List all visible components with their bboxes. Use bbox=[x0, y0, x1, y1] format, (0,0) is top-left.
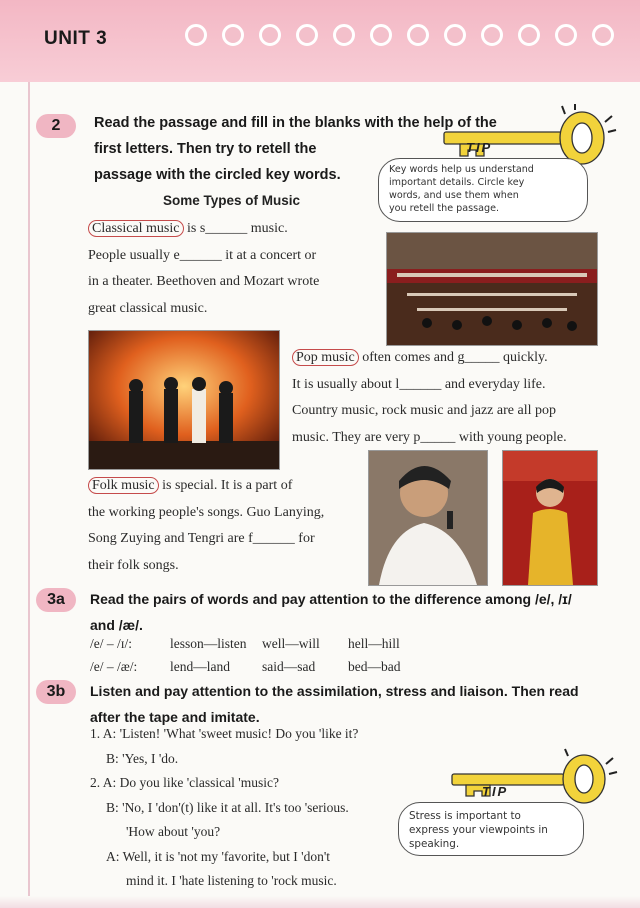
ring-icon bbox=[555, 24, 577, 46]
paragraph-folk bbox=[88, 473, 368, 579]
word-pair: lend—land bbox=[170, 659, 230, 674]
text-line: often comes and g_____ quickly. bbox=[358, 350, 548, 365]
tip-text: Key words help us understand bbox=[389, 164, 534, 175]
instr-line: and /æ/. bbox=[90, 617, 143, 633]
page-footer-band bbox=[0, 896, 640, 908]
tip-text: Stress is important to bbox=[409, 810, 521, 822]
word-pair: bed—bad bbox=[348, 659, 401, 674]
word-pair: lesson—listen bbox=[170, 636, 247, 651]
ring-icon bbox=[444, 24, 466, 46]
dialogue-line: 'How about 'you? bbox=[126, 824, 221, 839]
circled-keyword: Folk music bbox=[88, 477, 159, 494]
phoneme-pair: /e/ – /æ/: bbox=[90, 659, 138, 674]
text-line: is s______ music. bbox=[183, 221, 288, 236]
passage-title: Some Types of Music bbox=[163, 193, 301, 208]
ring-icon bbox=[259, 24, 281, 46]
exercise-number: 2 bbox=[36, 114, 76, 138]
text-line: the working people's songs. Guo Lanying, bbox=[88, 504, 325, 520]
circled-keyword: Pop music bbox=[292, 349, 359, 366]
tip-text: words, and use them when bbox=[389, 190, 519, 201]
singer-photo bbox=[368, 450, 488, 586]
circled-keyword: Classical music bbox=[88, 220, 184, 237]
tip-text: speaking. bbox=[409, 838, 460, 850]
text-line: their folk songs. bbox=[88, 557, 179, 573]
paragraph-classical bbox=[88, 216, 388, 322]
orchestra-photo bbox=[386, 232, 598, 346]
tip-text: express your viewpoints in bbox=[409, 824, 548, 836]
dialogue-line: 2. A: Do you like 'classical 'music? bbox=[90, 775, 279, 790]
dialogue bbox=[90, 722, 410, 894]
word-row bbox=[90, 655, 400, 678]
margin-line bbox=[28, 82, 30, 908]
dialogue-line: A: Well, it is 'not my 'favorite, but I 'don't bbox=[106, 848, 330, 864]
word-pair: hell—hill bbox=[348, 636, 400, 651]
word-pair: said—sad bbox=[262, 659, 316, 674]
exercise-number: 3b bbox=[36, 680, 76, 704]
dialogue-line: mind it. I 'hate listening to 'rock music. bbox=[126, 873, 337, 888]
ring-icon bbox=[592, 24, 614, 46]
text-line: is special. It is a part of bbox=[158, 478, 293, 493]
ring-icon bbox=[370, 24, 392, 46]
phoneme-pair: /e/ – /ɪ/: bbox=[90, 636, 132, 651]
ring-icon bbox=[222, 24, 244, 46]
tip-label: TIP bbox=[466, 140, 493, 155]
ring-icon bbox=[333, 24, 355, 46]
text-line: People usually e______ it at a concert or bbox=[88, 247, 317, 263]
instr-line: Listen and pay attention to the assimilation, stress and liaison. Then read bbox=[90, 683, 579, 699]
word-pairs bbox=[90, 632, 400, 678]
instr-line: first letters. Then try to retell the bbox=[94, 141, 317, 157]
text-line: in a theater. Beethoven and Mozart wrote bbox=[88, 274, 320, 289]
text-line: It is usually about l______ and everyday life. bbox=[292, 376, 546, 392]
tip-text: you retell the passage. bbox=[389, 203, 500, 214]
ring-icon bbox=[481, 24, 503, 46]
ring-icon bbox=[185, 24, 207, 46]
text-line: great classical music. bbox=[88, 300, 208, 316]
exercise-instructions bbox=[90, 586, 620, 638]
text-line: music. They are very p_____ with young people. bbox=[292, 429, 567, 445]
tip-box bbox=[378, 158, 588, 222]
word-row bbox=[90, 632, 400, 655]
instr-line: Read the pairs of words and pay attention to the difference among /e/, /ɪ/ bbox=[90, 591, 572, 607]
paragraph-pop bbox=[292, 345, 602, 451]
instr-line: passage with the circled key words. bbox=[94, 167, 341, 183]
dialogue-line: 1. A: 'Listen! 'What 'sweet music! Do you 'like it? bbox=[90, 726, 359, 741]
tip-box bbox=[398, 802, 584, 856]
tip-text: important details. Circle key bbox=[389, 177, 525, 188]
word-pair: well—will bbox=[262, 636, 320, 651]
tip-label: TIP bbox=[482, 784, 509, 799]
folk-singer-photo bbox=[502, 450, 598, 586]
ring-icon bbox=[518, 24, 540, 46]
instr-line: Read the passage and fill in the blanks with the help of the bbox=[94, 115, 497, 131]
instr-line: after the tape and imitate. bbox=[90, 709, 260, 725]
concert-photo bbox=[88, 330, 280, 470]
ring-icon bbox=[407, 24, 429, 46]
unit-title: UNIT 3 bbox=[44, 28, 108, 49]
text-line: Country music, rock music and jazz are all pop bbox=[292, 403, 556, 418]
dialogue-line: B: 'Yes, I 'do. bbox=[106, 750, 179, 766]
exercise-number: 3a bbox=[36, 588, 76, 612]
ring-icon bbox=[296, 24, 318, 46]
text-line: Song Zuying and Tengri are f______ for bbox=[88, 531, 315, 546]
dialogue-line: B: 'No, I 'don'(t) like it at all. It's too 'serious. bbox=[106, 799, 349, 815]
